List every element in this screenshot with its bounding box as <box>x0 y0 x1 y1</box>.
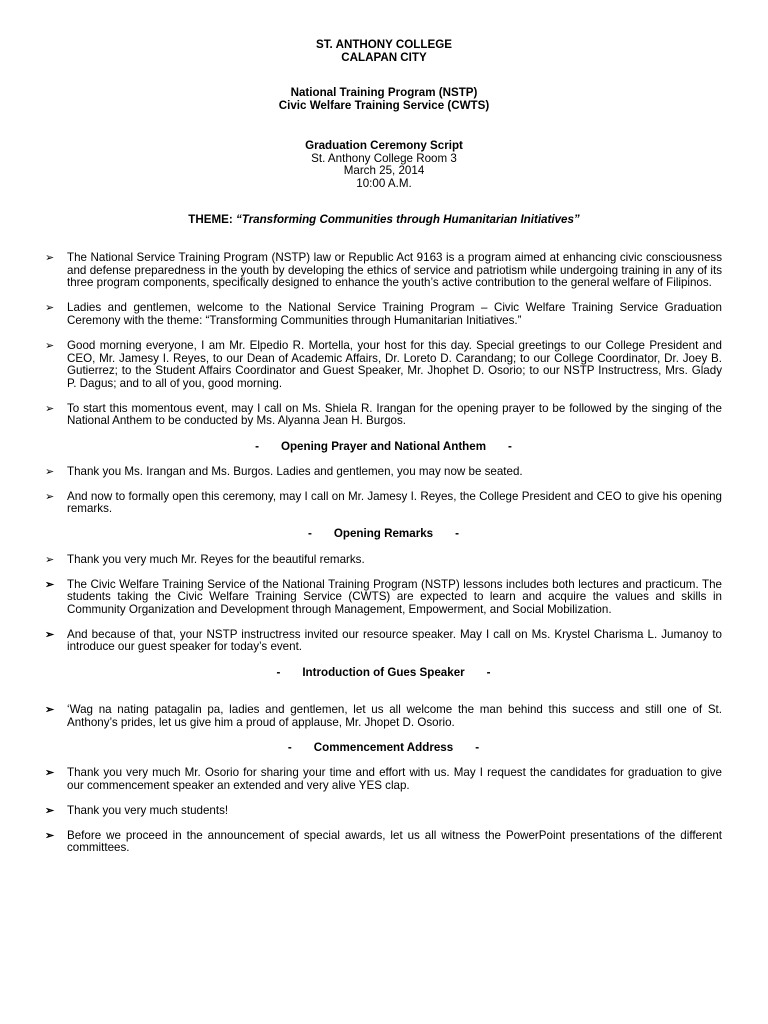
section-dash: - <box>255 439 259 453</box>
paragraph-text: ‘Wag na nating patagalin pa, ladies and gentlemen, let us all welcome the man behind this success and still one of St. Anthony’s prides, let us give him a proud of applause, Mr. Jhopet D. Osorio. <box>67 703 722 729</box>
section-title: Opening Prayer and National Anthem <box>280 439 487 453</box>
script-paragraph <box>45 579 722 617</box>
paragraph-text: Thank you very much students! <box>67 803 229 817</box>
paragraph-text: Thank you very much Mr. Osorio for sharing your time and effort with us. May I request the candidates for graduation to give our commencement speaker an extended and very alive YES clap. <box>67 765 722 792</box>
script-paragraph <box>45 805 722 818</box>
paragraph-text: Ladies and gentlemen, welcome to the National Service Training Program – Civic Welfare Training Service Graduation Ceremony with the theme: “Transforming Communities through Humanitarian Initiatives.” <box>67 301 722 327</box>
script-paragraph <box>45 340 722 390</box>
section-dash: - <box>475 740 480 754</box>
arrow-bullet-icon: ➢ <box>45 252 55 264</box>
service-name: Civic Welfare Training Service (CWTS) <box>278 98 490 112</box>
paragraph-text: Before we proceed in the announcement of special awards, let us all witness the PowerPoint presentations of the different committees. <box>67 828 722 855</box>
script-title: Graduation Ceremony Script <box>305 139 463 152</box>
arrow-bullet-icon: ➢ <box>45 578 55 591</box>
section-heading <box>45 667 722 680</box>
paragraph-text: Good morning everyone, I am Mr. Elpedio R. Mortella, your host for this day. Special greetings to our College President and CEO, Mr. Jamesy I. Reyes, to our Dean of Academic Affairs, Dr. Loreto D. Carandang; to our College Coordinator, Dr. Joey B. Gutierrez; to the Student Affairs Coordinator and Guest Speaker, Mr. Jhophet D. Osorio; to our NSTP Instructress, Mrs. Glady P. Dagus; and to all of you, good morning. <box>67 338 722 390</box>
script-paragraph <box>45 830 722 855</box>
event-header <box>0 140 768 190</box>
script-paragraph <box>45 491 722 516</box>
arrow-bullet-icon: ➢ <box>45 302 55 315</box>
event-time: 10:00 A.M. <box>356 176 412 190</box>
script-paragraph <box>45 554 722 567</box>
script-paragraph <box>45 403 722 428</box>
arrow-bullet-icon: ➢ <box>45 402 55 415</box>
paragraph-text: Thank you very much Mr. Reyes for the beautiful remarks. <box>67 552 365 566</box>
section-dash: - <box>287 740 292 754</box>
section-heading <box>45 441 722 454</box>
theme-line <box>0 214 768 227</box>
script-paragraph <box>45 466 722 479</box>
arrow-bullet-icon: ➢ <box>45 490 55 503</box>
theme-text: “Transforming Communities through Humanitarian Initiatives” <box>235 213 580 226</box>
arrow-bullet-icon: ➢ <box>45 628 55 641</box>
arrow-bullet-icon: ➢ <box>45 339 55 352</box>
event-venue: St. Anthony College Room 3 <box>311 151 457 165</box>
arrow-bullet-icon: ➢ <box>45 766 55 779</box>
section-title: Introduction of Gues Speaker <box>302 665 465 679</box>
script-paragraph <box>45 767 722 792</box>
script-body <box>45 252 722 867</box>
script-paragraph <box>45 252 722 290</box>
section-dash: - <box>486 665 491 679</box>
arrow-bullet-icon: ➢ <box>45 804 55 817</box>
college-name: ST. ANTHONY COLLEGE <box>316 38 452 51</box>
theme-label: THEME: <box>188 213 233 226</box>
program-name: National Training Program (NSTP) <box>290 86 478 99</box>
script-paragraph <box>45 704 722 729</box>
section-dash: - <box>508 439 512 453</box>
paragraph-text: And now to formally open this ceremony, may I call on Mr. Jamesy I. Reyes, the College President and CEO to give his opening remarks. <box>67 489 722 516</box>
program-header <box>0 87 768 112</box>
college-city: CALAPAN CITY <box>341 50 427 64</box>
section-title: Commencement Address <box>313 740 454 754</box>
section-heading <box>45 742 722 755</box>
script-paragraph <box>45 629 722 654</box>
section-dash: - <box>276 665 281 679</box>
section-title: Opening Remarks <box>333 527 434 541</box>
section-dash: - <box>308 527 312 541</box>
paragraph-text: Thank you Ms. Irangan and Ms. Burgos. Ladies and gentlemen, you may now be seated. <box>67 464 523 478</box>
arrow-bullet-icon: ➢ <box>45 829 55 842</box>
script-paragraph <box>45 302 722 327</box>
paragraph-text: To start this momentous event, may I call on Ms. Shiela R. Irangan for the opening prayer to be followed by the singing of the National Anthem to be conducted by Ms. Alyanna Jean H. Burgos. <box>67 401 722 428</box>
college-header <box>0 39 768 64</box>
section-dash: - <box>455 527 459 541</box>
paragraph-text: The National Service Training Program (NSTP) law or Republic Act 9163 is a program aimed at enhancing civic consciousness and defense preparedness in the youth by developing the ethics of service and patriotism while undergoing training in any of its three program components, specifically designed to enhance the youth’s active contribution to the general welfare of Filipinos. <box>67 251 722 290</box>
arrow-bullet-icon: ➢ <box>45 704 55 717</box>
section-heading <box>45 528 722 541</box>
event-date: March 25, 2014 <box>343 164 425 178</box>
arrow-bullet-icon: ➢ <box>45 465 55 478</box>
arrow-bullet-icon: ➢ <box>45 553 55 566</box>
paragraph-text: And because of that, your NSTP instructress invited our resource speaker. May I call on Ms. Krystel Charisma L. Jumanoy to introduce our guest speaker for today’s event. <box>67 627 722 654</box>
paragraph-text: The Civic Welfare Training Service of the National Training Program (NSTP) lessons includes both lectures and practicum. The students taking the Civic Welfare Training Service (CWTS) are expected to learn and acquire the values and skills in Community Organization and Development through Management, Empowerment, and Social Mobilization. <box>67 577 722 616</box>
